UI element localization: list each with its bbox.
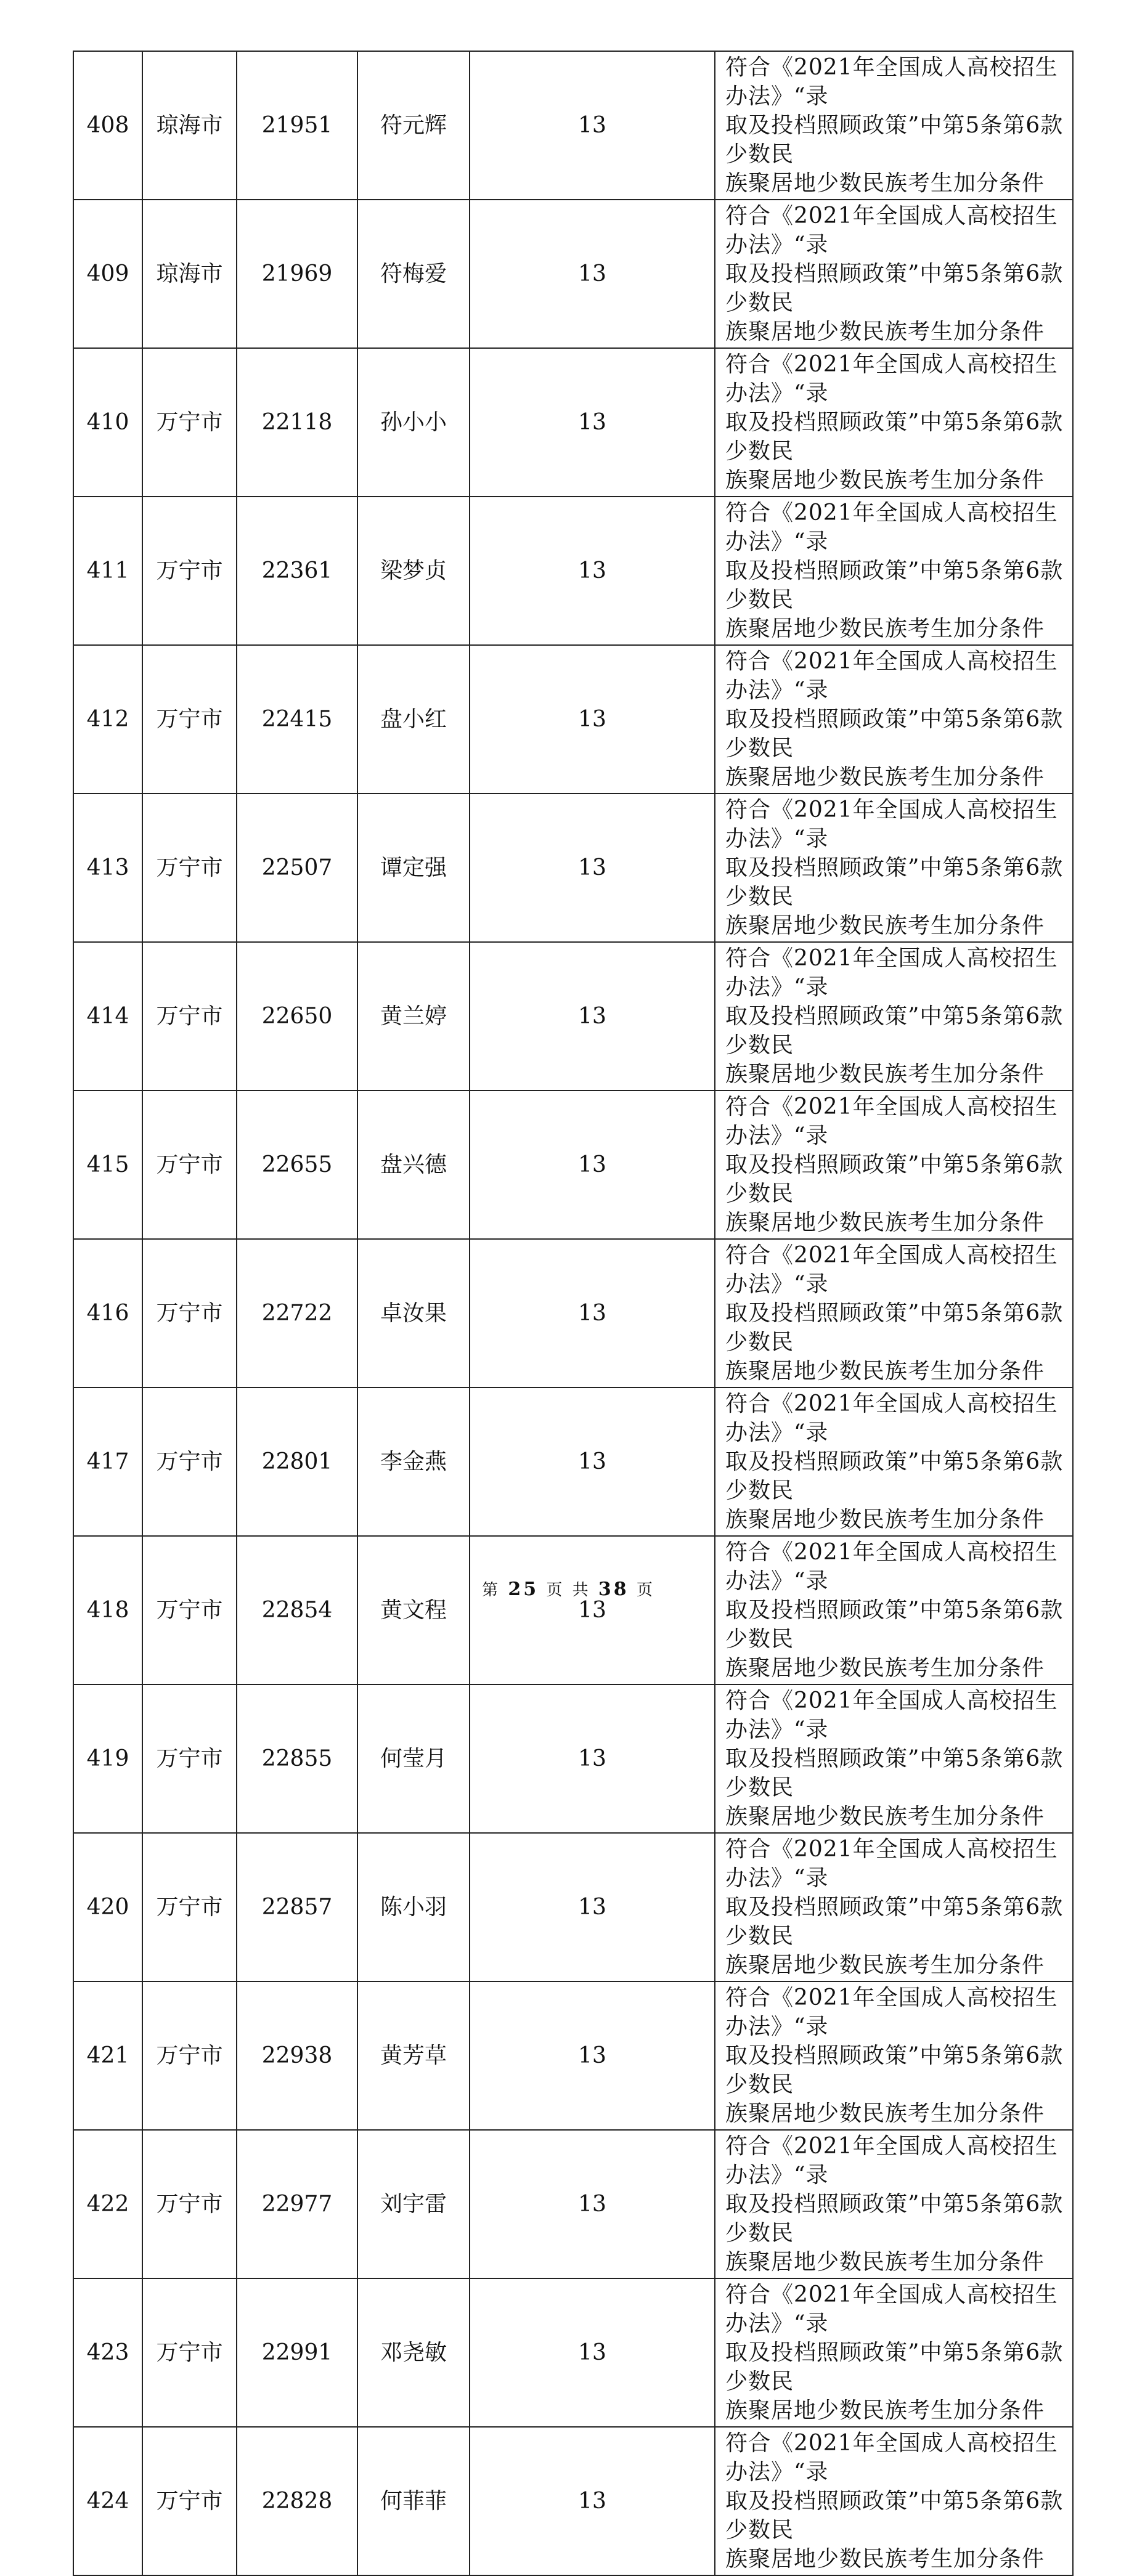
cell-candidate-id: 22854 <box>237 1536 357 1684</box>
cell-serial-number: 413 <box>73 794 142 942</box>
note-line: 符合《2021年全国成人高校招生办法》“录 <box>725 203 1058 258</box>
note-line: 族聚居地少数民族考生加分条件 <box>725 468 1045 493</box>
table-row <box>73 1388 1073 1536</box>
cell-candidate-name: 孙小小 <box>357 348 470 497</box>
cell-candidate-id: 22722 <box>237 1239 357 1388</box>
cell-serial-number: 412 <box>73 645 142 794</box>
note-line: 符合《2021年全国成人高校招生办法》“录 <box>725 352 1058 406</box>
note-line: 取及投档照顾政策”中第5条第6款少数民 <box>725 1598 1064 1652</box>
note-line: 取及投档照顾政策”中第5条第6款少数民 <box>725 410 1064 464</box>
cell-bonus-score: 13 <box>470 2427 715 2575</box>
cell-candidate-name: 符元辉 <box>357 51 470 200</box>
cell-bonus-score: 13 <box>470 497 715 645</box>
cell-eligibility-note <box>715 497 1073 645</box>
cell-candidate-name: 符梅爱 <box>357 200 470 348</box>
note-line: 族聚居地少数民族考生加分条件 <box>725 1359 1045 1384</box>
cell-eligibility-note <box>715 200 1073 348</box>
note-line: 取及投档照顾政策”中第5条第6款少数民 <box>725 1746 1064 1800</box>
cell-city: 万宁市 <box>142 2278 237 2427</box>
cell-bonus-score: 13 <box>470 1684 715 1833</box>
cell-city: 万宁市 <box>142 1536 237 1684</box>
cell-candidate-name: 梁梦贞 <box>357 497 470 645</box>
cell-candidate-id: 22118 <box>237 348 357 497</box>
table-row <box>73 2278 1073 2427</box>
cell-candidate-id: 22828 <box>237 2427 357 2575</box>
cell-city: 万宁市 <box>142 794 237 942</box>
cell-serial-number: 424 <box>73 2427 142 2575</box>
footer-total-pages: 38 <box>598 1579 629 1600</box>
cell-bonus-score: 13 <box>470 1981 715 2130</box>
note-line: 符合《2021年全国成人高校招生办法》“录 <box>725 797 1058 851</box>
cell-bonus-score: 13 <box>470 794 715 942</box>
note-line: 取及投档照顾政策”中第5条第6款少数民 <box>725 2340 1064 2394</box>
table-row <box>73 2427 1073 2575</box>
note-line: 符合《2021年全国成人高校招生办法》“录 <box>725 1243 1058 1297</box>
note-line: 取及投档照顾政策”中第5条第6款少数民 <box>725 1449 1064 1503</box>
cell-candidate-id: 22415 <box>237 645 357 794</box>
cell-eligibility-note <box>715 51 1073 200</box>
cell-city: 万宁市 <box>142 1684 237 1833</box>
cell-candidate-name: 盘兴德 <box>357 1091 470 1239</box>
table-row <box>73 1239 1073 1388</box>
cell-bonus-score: 13 <box>470 51 715 200</box>
cell-serial-number: 421 <box>73 1981 142 2130</box>
note-line: 符合《2021年全国成人高校招生办法》“录 <box>725 2431 1058 2485</box>
cell-serial-number: 409 <box>73 200 142 348</box>
cell-city: 琼海市 <box>142 200 237 348</box>
note-line: 符合《2021年全国成人高校招生办法》“录 <box>725 2282 1058 2336</box>
cell-eligibility-note <box>715 645 1073 794</box>
cell-serial-number: 410 <box>73 348 142 497</box>
cell-bonus-score: 13 <box>470 1536 715 1684</box>
cell-eligibility-note <box>715 2427 1073 2575</box>
cell-eligibility-note <box>715 794 1073 942</box>
cell-bonus-score: 13 <box>470 2278 715 2427</box>
table-row <box>73 348 1073 497</box>
candidate-table <box>73 51 1074 2576</box>
cell-candidate-id: 22855 <box>237 1684 357 1833</box>
table-row <box>73 2130 1073 2278</box>
cell-candidate-id: 22991 <box>237 2278 357 2427</box>
cell-serial-number: 418 <box>73 1536 142 1684</box>
table-row <box>73 1833 1073 1981</box>
cell-serial-number: 422 <box>73 2130 142 2278</box>
cell-eligibility-note <box>715 1239 1073 1388</box>
cell-eligibility-note <box>715 942 1073 1091</box>
cell-bonus-score: 13 <box>470 2130 715 2278</box>
cell-eligibility-note <box>715 1684 1073 1833</box>
note-line: 符合《2021年全国成人高校招生办法》“录 <box>725 649 1058 703</box>
table-row <box>73 497 1073 645</box>
note-line: 符合《2021年全国成人高校招生办法》“录 <box>725 1094 1058 1148</box>
cell-candidate-id: 22977 <box>237 2130 357 2278</box>
cell-eligibility-note <box>715 2130 1073 2278</box>
table-row <box>73 942 1073 1091</box>
page-footer <box>0 1577 1137 1600</box>
cell-city: 万宁市 <box>142 1091 237 1239</box>
table-row <box>73 645 1073 794</box>
note-line: 族聚居地少数民族考生加分条件 <box>725 2546 1045 2572</box>
cell-eligibility-note <box>715 1833 1073 1981</box>
cell-serial-number: 417 <box>73 1388 142 1536</box>
cell-serial-number: 415 <box>73 1091 142 1239</box>
note-line: 族聚居地少数民族考生加分条件 <box>725 1804 1045 1829</box>
cell-bonus-score: 13 <box>470 942 715 1091</box>
note-line: 取及投档照顾政策”中第5条第6款少数民 <box>725 855 1064 909</box>
table-row <box>73 1981 1073 2130</box>
note-line: 族聚居地少数民族考生加分条件 <box>725 1062 1045 1087</box>
note-line: 符合《2021年全国成人高校招生办法》“录 <box>725 55 1058 109</box>
note-line: 取及投档照顾政策”中第5条第6款少数民 <box>725 2043 1064 2097</box>
table-row <box>73 1684 1073 1833</box>
cell-candidate-name: 何菲菲 <box>357 2427 470 2575</box>
note-line: 取及投档照顾政策”中第5条第6款少数民 <box>725 2489 1064 2543</box>
cell-candidate-id: 21969 <box>237 200 357 348</box>
note-line: 符合《2021年全国成人高校招生办法》“录 <box>725 1540 1058 1594</box>
note-line: 符合《2021年全国成人高校招生办法》“录 <box>725 1391 1058 1445</box>
note-line: 族聚居地少数民族考生加分条件 <box>725 1507 1045 1532</box>
cell-candidate-name: 邓尧敏 <box>357 2278 470 2427</box>
table-row <box>73 51 1073 200</box>
note-line: 族聚居地少数民族考生加分条件 <box>725 1952 1045 1978</box>
cell-city: 万宁市 <box>142 1239 237 1388</box>
cell-city: 琼海市 <box>142 51 237 200</box>
cell-candidate-name: 李金燕 <box>357 1388 470 1536</box>
cell-bonus-score: 13 <box>470 1833 715 1981</box>
cell-eligibility-note <box>715 2278 1073 2427</box>
cell-candidate-name: 卓汝果 <box>357 1239 470 1388</box>
cell-eligibility-note <box>715 1388 1073 1536</box>
note-line: 符合《2021年全国成人高校招生办法》“录 <box>725 1688 1058 1742</box>
cell-candidate-name: 何莹月 <box>357 1684 470 1833</box>
cell-candidate-name: 黄芳草 <box>357 1981 470 2130</box>
footer-page-number: 25 <box>508 1579 539 1600</box>
cell-bonus-score: 13 <box>470 1388 715 1536</box>
note-line: 符合《2021年全国成人高校招生办法》“录 <box>725 1837 1058 1891</box>
note-line: 族聚居地少数民族考生加分条件 <box>725 1210 1045 1235</box>
note-line: 族聚居地少数民族考生加分条件 <box>725 616 1045 641</box>
note-line: 符合《2021年全国成人高校招生办法》“录 <box>725 946 1058 1000</box>
cell-serial-number: 414 <box>73 942 142 1091</box>
cell-candidate-id: 22507 <box>237 794 357 942</box>
footer-suffix: 页 <box>636 1581 655 1599</box>
cell-candidate-id: 21951 <box>237 51 357 200</box>
cell-bonus-score: 13 <box>470 1239 715 1388</box>
cell-city: 万宁市 <box>142 348 237 497</box>
cell-serial-number: 423 <box>73 2278 142 2427</box>
cell-candidate-name: 黄文程 <box>357 1536 470 1684</box>
cell-candidate-id: 22801 <box>237 1388 357 1536</box>
note-line: 取及投档照顾政策”中第5条第6款少数民 <box>725 113 1064 167</box>
cell-candidate-name: 刘宇雷 <box>357 2130 470 2278</box>
cell-serial-number: 416 <box>73 1239 142 1388</box>
cell-serial-number: 419 <box>73 1684 142 1833</box>
cell-city: 万宁市 <box>142 497 237 645</box>
footer-middle: 页 共 <box>546 1581 591 1599</box>
note-line: 符合《2021年全国成人高校招生办法》“录 <box>725 2134 1058 2188</box>
note-line: 族聚居地少数民族考生加分条件 <box>725 2398 1045 2423</box>
table-row <box>73 794 1073 942</box>
cell-candidate-name: 盘小红 <box>357 645 470 794</box>
cell-city: 万宁市 <box>142 942 237 1091</box>
note-line: 族聚居地少数民族考生加分条件 <box>725 171 1045 196</box>
note-line: 族聚居地少数民族考生加分条件 <box>725 319 1045 344</box>
cell-candidate-id: 22361 <box>237 497 357 645</box>
cell-bonus-score: 13 <box>470 645 715 794</box>
note-line: 族聚居地少数民族考生加分条件 <box>725 765 1045 790</box>
note-line: 取及投档照顾政策”中第5条第6款少数民 <box>725 1004 1064 1058</box>
note-line: 取及投档照顾政策”中第5条第6款少数民 <box>725 1301 1064 1355</box>
cell-bonus-score: 13 <box>470 200 715 348</box>
note-line: 族聚居地少数民族考生加分条件 <box>725 913 1045 938</box>
cell-serial-number: 411 <box>73 497 142 645</box>
note-line: 取及投档照顾政策”中第5条第6款少数民 <box>725 707 1064 761</box>
cell-candidate-name: 陈小羽 <box>357 1833 470 1981</box>
cell-candidate-id: 22938 <box>237 1981 357 2130</box>
cell-eligibility-note <box>715 1536 1073 1684</box>
cell-candidate-id: 22655 <box>237 1091 357 1239</box>
note-line: 取及投档照顾政策”中第5条第6款少数民 <box>725 2192 1064 2246</box>
candidate-table-wrapper <box>73 51 1072 2576</box>
cell-city: 万宁市 <box>142 2427 237 2575</box>
cell-serial-number: 420 <box>73 1833 142 1981</box>
cell-bonus-score: 13 <box>470 348 715 497</box>
note-line: 取及投档照顾政策”中第5条第6款少数民 <box>725 1895 1064 1949</box>
table-row <box>73 200 1073 348</box>
cell-eligibility-note <box>715 1981 1073 2130</box>
note-line: 符合《2021年全国成人高校招生办法》“录 <box>725 1985 1058 2039</box>
cell-eligibility-note <box>715 1091 1073 1239</box>
table-row <box>73 1536 1073 1684</box>
note-line: 取及投档照顾政策”中第5条第6款少数民 <box>725 1152 1064 1206</box>
cell-candidate-name: 黄兰婷 <box>357 942 470 1091</box>
table-row <box>73 1091 1073 1239</box>
cell-eligibility-note <box>715 348 1073 497</box>
table-body <box>73 51 1073 2575</box>
cell-city: 万宁市 <box>142 645 237 794</box>
footer-prefix: 第 <box>482 1581 501 1599</box>
cell-serial-number: 408 <box>73 51 142 200</box>
cell-city: 万宁市 <box>142 1833 237 1981</box>
cell-city: 万宁市 <box>142 1981 237 2130</box>
note-line: 符合《2021年全国成人高校招生办法》“录 <box>725 500 1058 555</box>
cell-candidate-name: 谭定强 <box>357 794 470 942</box>
note-line: 族聚居地少数民族考生加分条件 <box>725 2101 1045 2126</box>
cell-city: 万宁市 <box>142 2130 237 2278</box>
cell-bonus-score: 13 <box>470 1091 715 1239</box>
note-line: 取及投档照顾政策”中第5条第6款少数民 <box>725 261 1064 315</box>
cell-city: 万宁市 <box>142 1388 237 1536</box>
cell-candidate-id: 22650 <box>237 942 357 1091</box>
cell-candidate-id: 22857 <box>237 1833 357 1981</box>
note-line: 族聚居地少数民族考生加分条件 <box>725 2249 1045 2275</box>
note-line: 取及投档照顾政策”中第5条第6款少数民 <box>725 558 1064 612</box>
note-line: 族聚居地少数民族考生加分条件 <box>725 1656 1045 1681</box>
